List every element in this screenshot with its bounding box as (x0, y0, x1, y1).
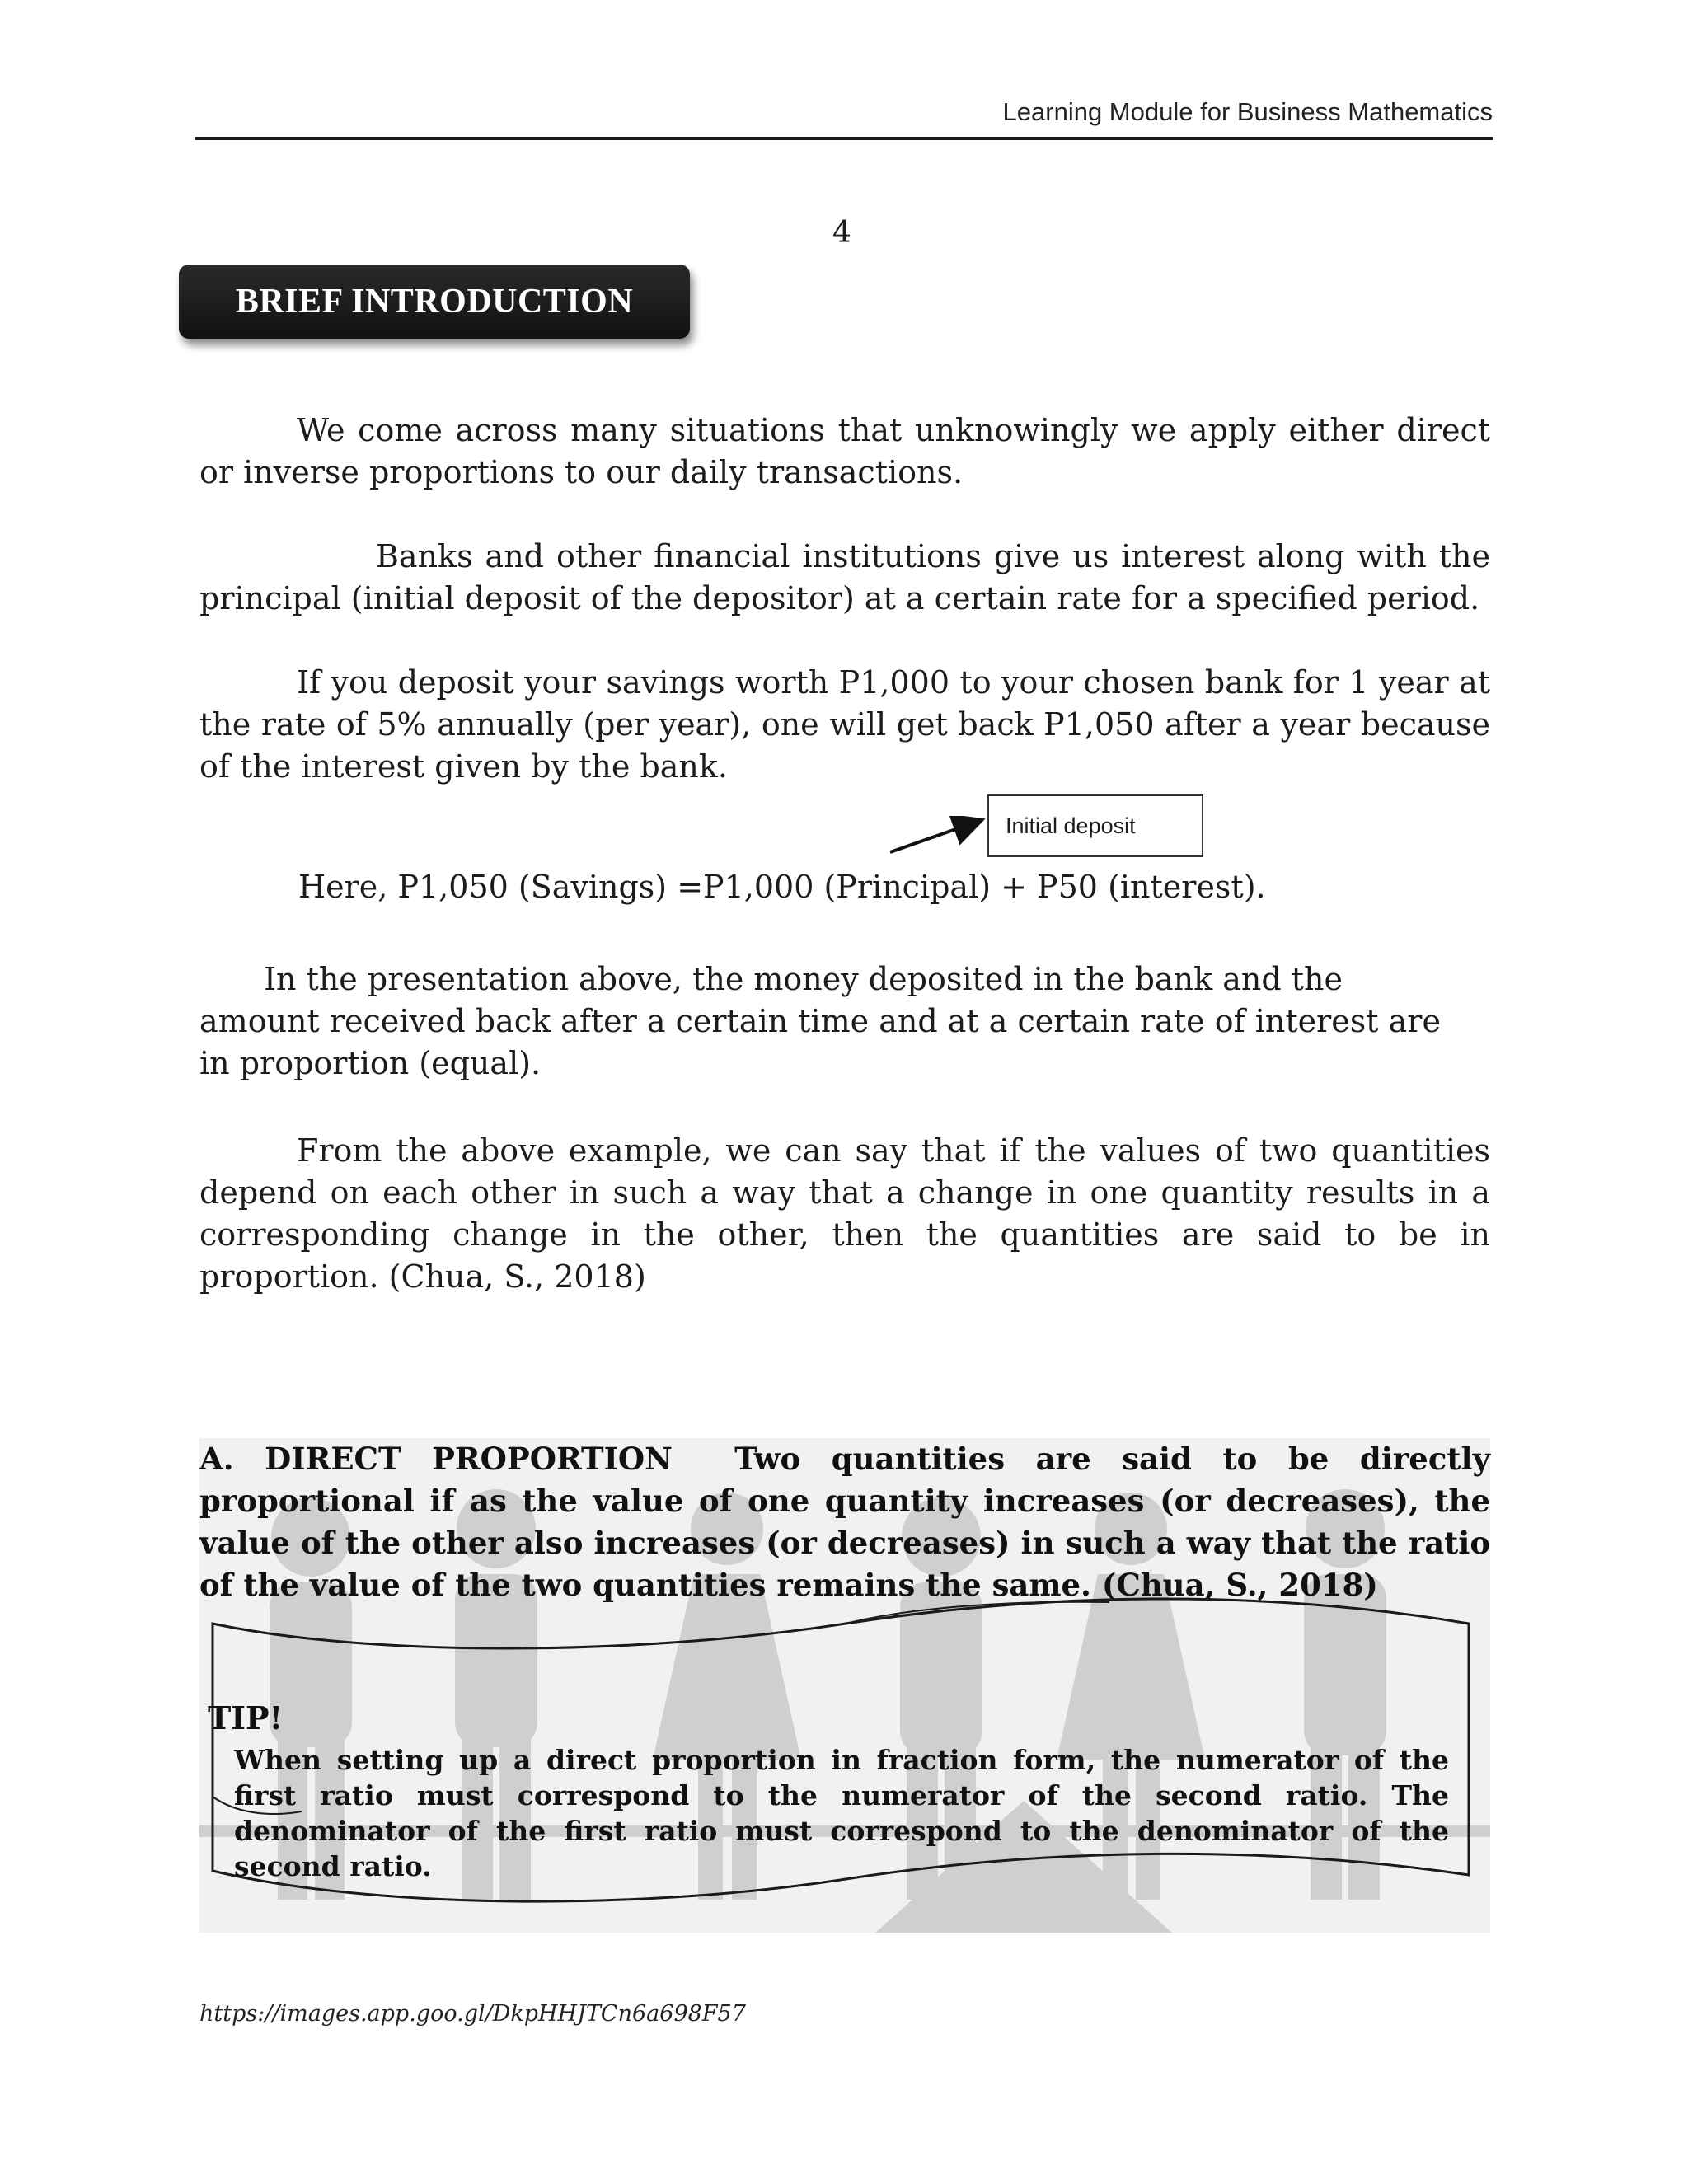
intro-paragraph-5: From the above example, we can say that if the values of two quantities depend on each other in such a way that a change in one quantity results in a corresponding change in the other, then the quantities are said to be in proportion. (Chua, S., 2018) (199, 1132, 1490, 1295)
tip-body: When setting up a direct proportion in fraction form, the numerator of the first ratio must correspond to the numerator of the second ratio. The denominator of the first ratio must correspond to the denominator of the second ratio. (234, 1744, 1449, 1882)
intro-paragraph-1: We come across many situations that unknowingly we apply either direct or inverse proportions to our daily transactions. (199, 412, 1490, 490)
paragraph-line: amount received back after a certain time and at a certain rate of interest are (199, 1003, 1441, 1039)
page-number: 4 (832, 216, 851, 250)
intro-paragraph-3: If you deposit your savings worth P1,000 to your chosen bank for 1 year at the rate of 5% annually (per year), one will get back P1,050 after a year because of the interest given by the bank. (199, 664, 1490, 785)
callout-arrow-icon (887, 816, 991, 855)
direct-proportion-definition (199, 1438, 1490, 1606)
tip-label: TIP! (208, 1699, 284, 1736)
direct-proportion-body: Two quantities are said to be directly proportional if as the value of one quantity increases (or decreases), the value of the other also increases (or decreases) in such a way that the ratio of the value of the two quantities remains the same. (Chua, S., 2018) (199, 1441, 1491, 1603)
intro-paragraph-4 (199, 958, 1441, 1085)
paragraph-line: In the presentation above, the money deposited in the bank and the (264, 961, 1343, 997)
intro-paragraph-2: Banks and other financial institutions give us interest along with the principal (initial deposit of the depositor) at a certain rate for a specified period. (199, 538, 1490, 616)
image-source-link[interactable]: https://images.app.goo.gl/DkpHHJTCn6a698F57 (199, 2001, 746, 2027)
initial-deposit-callout: Initial deposit (987, 794, 1203, 857)
header-divider (195, 137, 1493, 140)
module-header-title: Learning Module for Business Mathematics (1002, 97, 1493, 126)
savings-equation: Here, P1,050 (Savings) =P1,000 (Principal) + P50 (interest). (298, 869, 1266, 905)
paragraph-line: in proportion (equal). (199, 1045, 542, 1081)
section-badge: BRIEF INTRODUCTION (179, 265, 690, 339)
direct-proportion-heading: A. DIRECT PROPORTION (199, 1441, 673, 1477)
